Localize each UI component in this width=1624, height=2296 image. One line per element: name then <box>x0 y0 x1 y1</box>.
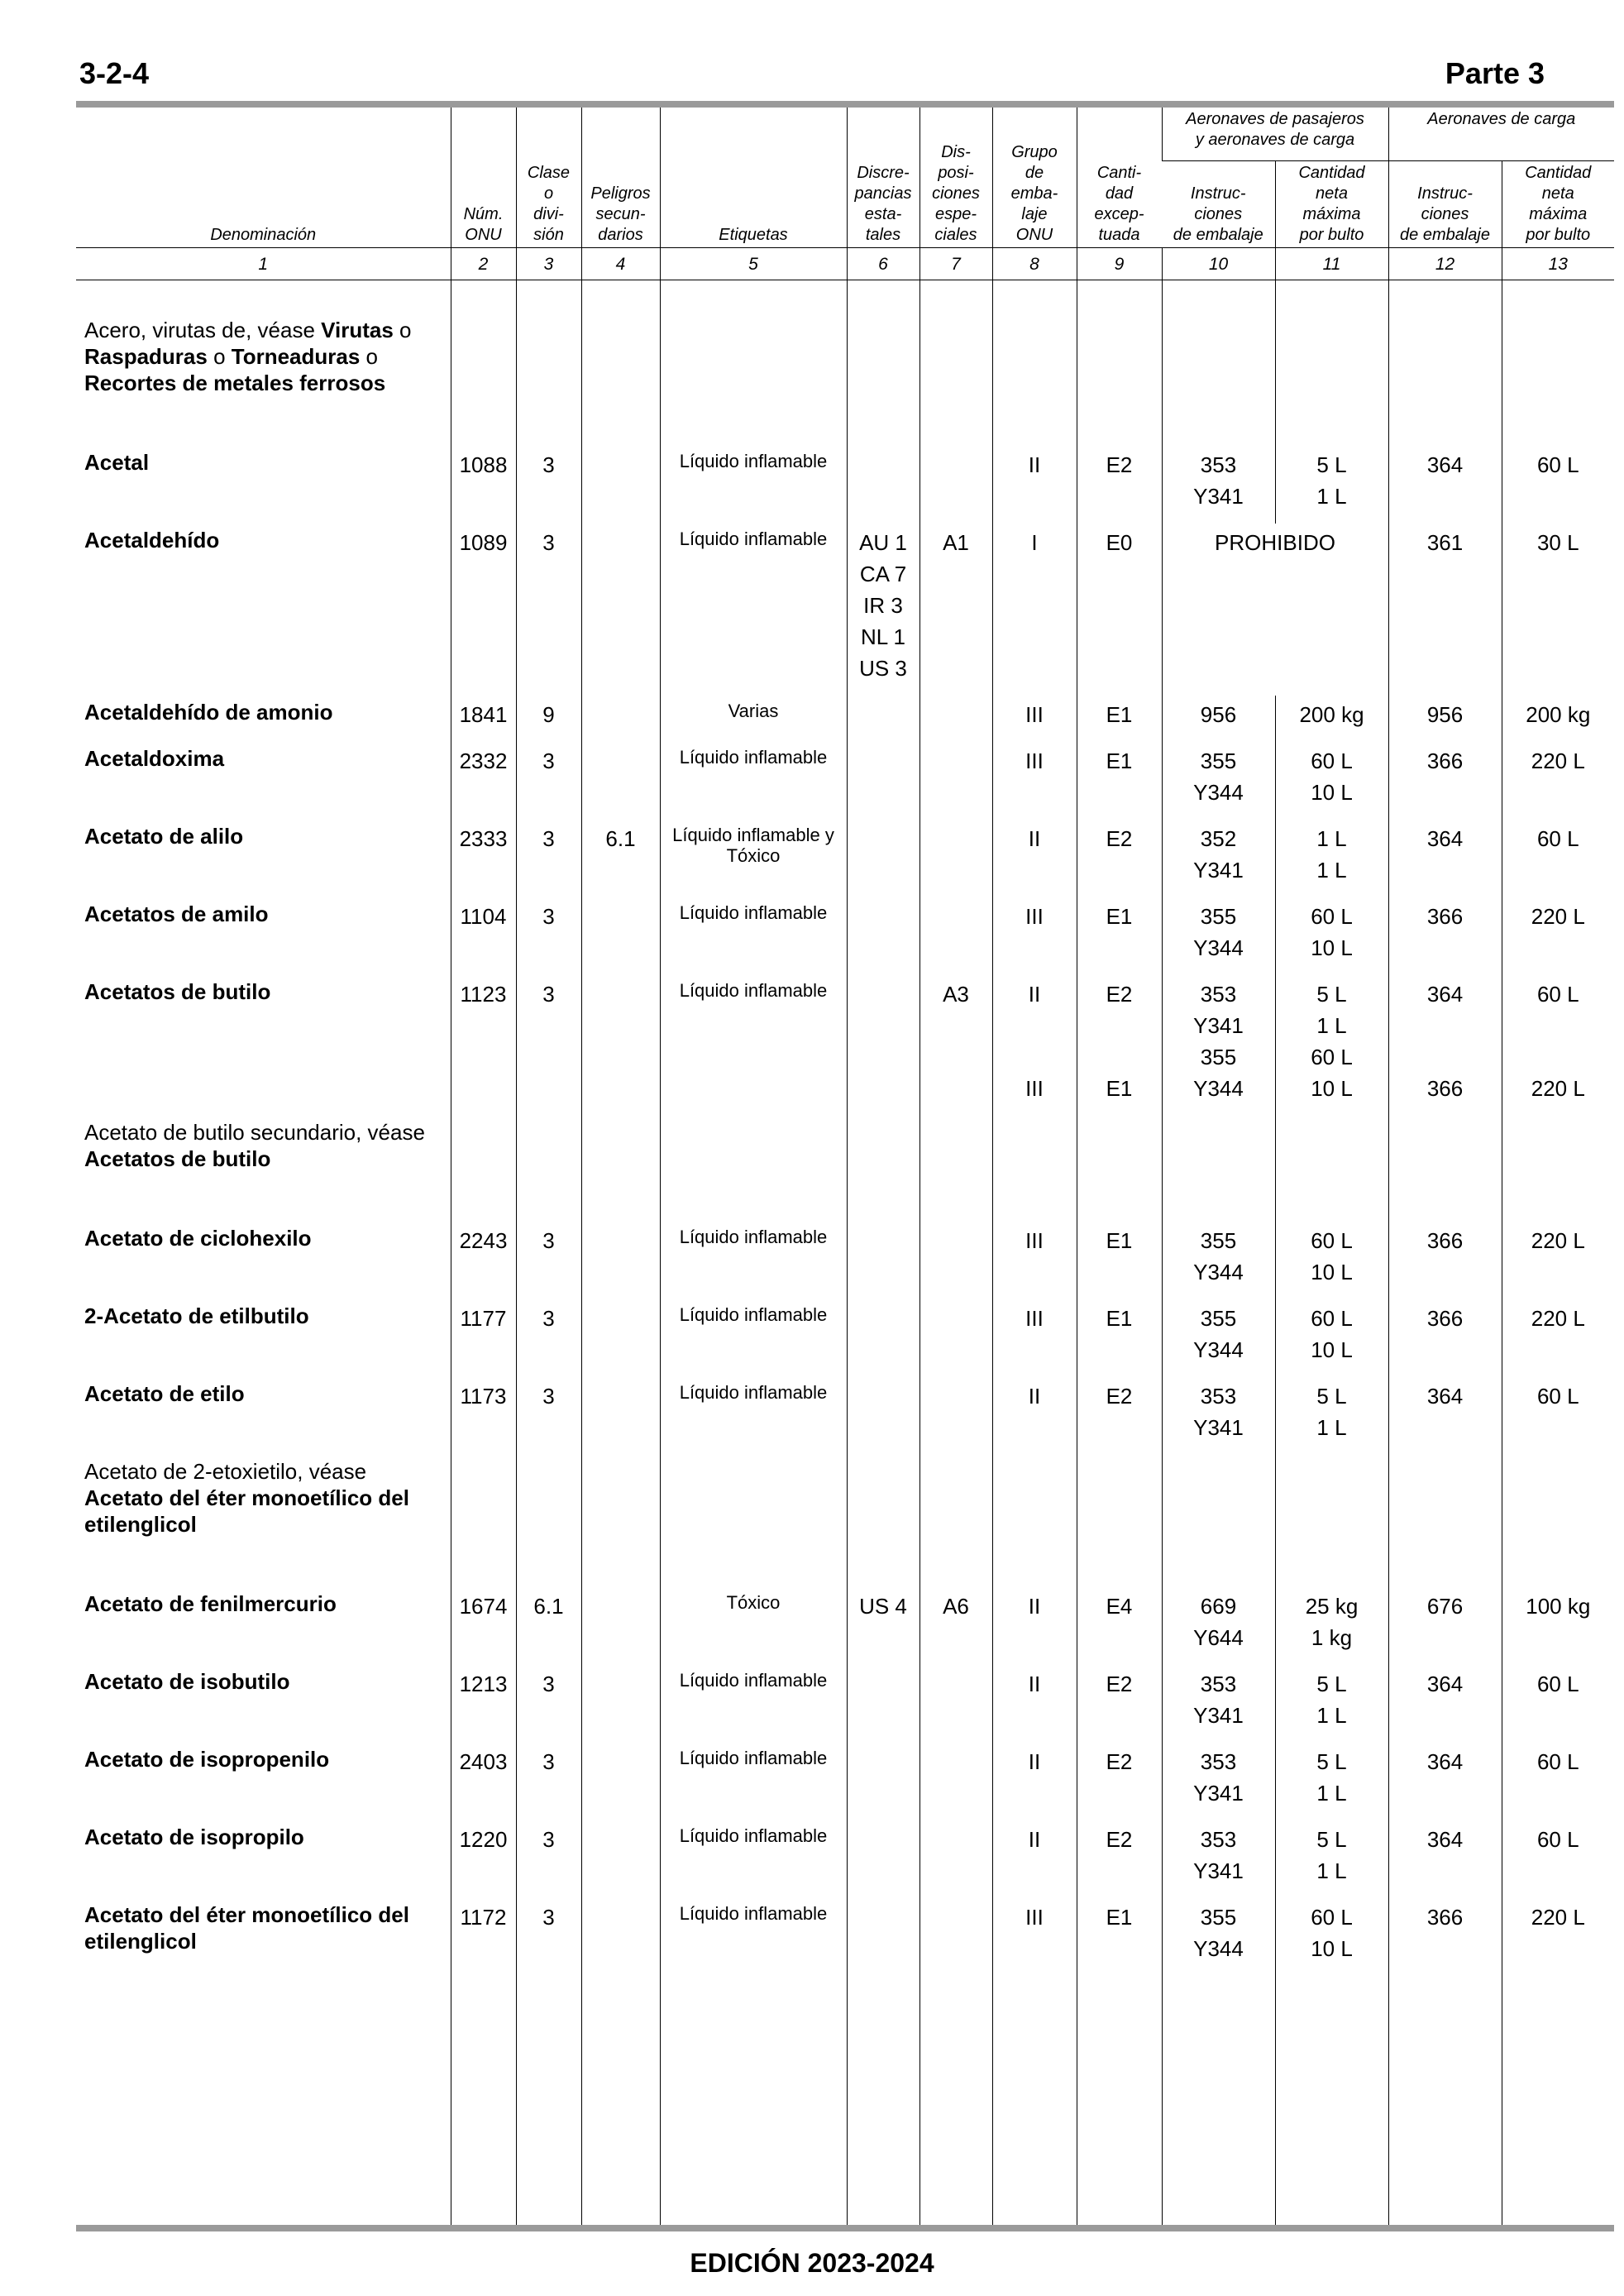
col-head-state-variations: Discre- pancias esta- tales <box>847 108 919 248</box>
cargo-max-quantity: 60 L 220 L <box>1502 975 1614 1116</box>
cargo-packing-instruction: 364 <box>1388 1377 1502 1455</box>
state-variations <box>847 696 919 742</box>
excepted-quantity: E4 <box>1077 1587 1162 1665</box>
passenger-packing-instruction: 353 Y341 <box>1162 1820 1275 1898</box>
table-row <box>76 820 1614 897</box>
special-provisions <box>919 820 992 897</box>
un-number: 1088 <box>451 446 516 524</box>
class-division: 3 <box>516 1820 581 1898</box>
entry-name: Acetato del éter monoetílico del etilenglicol <box>84 1902 409 1954</box>
excepted-quantity: E0 <box>1077 524 1162 696</box>
hazard-label: Líquido inflamable <box>660 1222 847 1299</box>
class-division <box>516 1116 581 1222</box>
entry-name: Acetato de isopropenilo <box>84 1747 330 1772</box>
passenger-max-quantity: 1 L 1 L <box>1275 820 1388 897</box>
state-variations <box>847 820 919 897</box>
un-number: 2332 <box>451 742 516 820</box>
special-provisions <box>919 1377 992 1455</box>
table-row <box>76 1222 1614 1299</box>
cargo-packing-instruction: 364 <box>1388 446 1502 524</box>
passenger-packing-instruction: 956 <box>1162 696 1275 742</box>
hazard-label: Varias <box>660 696 847 742</box>
packing-group: III <box>992 1898 1077 1976</box>
col-number: 11 <box>1275 248 1388 280</box>
class-division: 9 <box>516 696 581 742</box>
passenger-packing-instruction: 669 Y644 <box>1162 1587 1275 1665</box>
state-variations <box>847 897 919 975</box>
state-variations: AU 1 CA 7 IR 3 NL 1 US 3 <box>847 524 919 696</box>
col-number: 7 <box>919 248 992 280</box>
hazard-label: Líquido inflamable y Tóxico <box>660 820 847 897</box>
entry-name: Acetato de isobutilo <box>84 1669 290 1694</box>
col-number: 13 <box>1502 248 1614 280</box>
hazard-label <box>660 1116 847 1222</box>
hazard-label: Líquido inflamable <box>660 1377 847 1455</box>
excepted-quantity: E2 <box>1077 1665 1162 1743</box>
cargo-packing-instruction: 676 <box>1388 1587 1502 1665</box>
edition-footer: EDICIÓN 2023-2024 <box>690 2248 934 2278</box>
col-number: 3 <box>516 248 581 280</box>
state-variations <box>847 446 919 524</box>
un-number: 2333 <box>451 820 516 897</box>
col-head-class: Clase o divi- sión <box>516 108 581 248</box>
passenger-packing-instruction: 355 Y344 <box>1162 1299 1275 1377</box>
passenger-packing-instruction: 352 Y341 <box>1162 820 1275 897</box>
excepted-quantity: E2 <box>1077 446 1162 524</box>
cargo-max-quantity: 220 L <box>1502 897 1614 975</box>
col-head-pax-quantity: Cantidad neta máxima por bulto <box>1275 161 1388 248</box>
class-division: 3 <box>516 897 581 975</box>
table-row <box>76 1820 1614 1898</box>
subsidiary-hazard <box>581 897 660 975</box>
cargo-max-quantity: 60 L <box>1502 1820 1614 1898</box>
excepted-quantity: E1 <box>1077 696 1162 742</box>
un-number <box>451 313 516 446</box>
special-provisions <box>919 897 992 975</box>
cargo-max-quantity: 200 kg <box>1502 696 1614 742</box>
passenger-packing-instruction: 353 Y341 <box>1162 1743 1275 1820</box>
entry-name: Acetaldehído de amonio <box>84 700 333 725</box>
un-number: 1089 <box>451 524 516 696</box>
class-division: 3 <box>516 1222 581 1299</box>
passenger-max-quantity: 5 L 1 L <box>1275 1743 1388 1820</box>
cargo-packing-instruction: 364 366 <box>1388 975 1502 1116</box>
passenger-packing-instruction <box>1162 313 1275 446</box>
subsidiary-hazard <box>581 524 660 696</box>
cargo-packing-instruction: 366 <box>1388 1299 1502 1377</box>
special-provisions: A3 <box>919 975 992 1116</box>
entry-name: Acetato de 2-etoxietilo, véase Acetato del éter monoetílico del etilenglicol <box>84 1459 409 1537</box>
col-head-subsidiary: Peligros secun- darios <box>581 108 660 248</box>
special-provisions <box>919 742 992 820</box>
excepted-quantity: E1 <box>1077 1898 1162 1976</box>
col-head-excepted-quantity: Canti- dad excep- tuada <box>1077 108 1162 248</box>
cargo-packing-instruction: 364 <box>1388 1665 1502 1743</box>
packing-group: II <box>992 1377 1077 1455</box>
excepted-quantity: E1 <box>1077 1299 1162 1377</box>
cargo-max-quantity: 100 kg <box>1502 1587 1614 1665</box>
table-row <box>76 446 1614 524</box>
special-provisions: A6 <box>919 1587 992 1665</box>
cargo-max-quantity: 220 L <box>1502 1222 1614 1299</box>
passenger-packing-instruction: 355 Y344 <box>1162 897 1275 975</box>
state-variations <box>847 313 919 446</box>
packing-group: II III <box>992 975 1077 1116</box>
bottom-rule <box>76 2225 1614 2231</box>
table-row <box>76 1665 1614 1743</box>
hazard-label: Tóxico <box>660 1587 847 1665</box>
cargo-packing-instruction <box>1388 1116 1502 1222</box>
passenger-packing-instruction: 353 Y341 <box>1162 1377 1275 1455</box>
passenger-packing-instruction: 353 Y341 <box>1162 1665 1275 1743</box>
hazard-label: Líquido inflamable <box>660 1299 847 1377</box>
entry-name: Acetato de alilo <box>84 824 244 849</box>
state-variations <box>847 1820 919 1898</box>
special-provisions <box>919 1743 992 1820</box>
table-row <box>76 975 1614 1116</box>
packing-group <box>992 1455 1077 1587</box>
subsidiary-hazard <box>581 696 660 742</box>
column-number-row <box>76 248 1614 280</box>
subsidiary-hazard <box>581 1377 660 1455</box>
passenger-packing-instruction: 355 Y344 <box>1162 742 1275 820</box>
table-row <box>76 1587 1614 1665</box>
passenger-packing-instruction: 355 Y344 <box>1162 1898 1275 1976</box>
table-row <box>76 1455 1614 1587</box>
un-number: 2243 <box>451 1222 516 1299</box>
subsidiary-hazard <box>581 742 660 820</box>
state-variations <box>847 1455 919 1587</box>
subsidiary-hazard <box>581 1743 660 1820</box>
class-division: 3 <box>516 742 581 820</box>
excepted-quantity: E1 <box>1077 897 1162 975</box>
class-division <box>516 313 581 446</box>
state-variations <box>847 975 919 1116</box>
special-provisions <box>919 446 992 524</box>
packing-group: II <box>992 1820 1077 1898</box>
state-variations <box>847 1665 919 1743</box>
col-number: 4 <box>581 248 660 280</box>
entry-name: Acetaldoxima <box>84 746 225 771</box>
un-number: 1841 <box>451 696 516 742</box>
entry-name: Acetatos de amilo <box>84 902 269 926</box>
excepted-quantity: E1 <box>1077 1222 1162 1299</box>
excepted-quantity <box>1077 313 1162 446</box>
packing-group: III <box>992 742 1077 820</box>
state-variations <box>847 1116 919 1222</box>
cargo-max-quantity: 220 L <box>1502 1299 1614 1377</box>
entry-name: Acetal <box>84 450 150 475</box>
subsidiary-hazard <box>581 1665 660 1743</box>
passenger-max-quantity: 60 L 10 L <box>1275 1299 1388 1377</box>
excepted-quantity: E2 <box>1077 820 1162 897</box>
cargo-max-quantity: 60 L <box>1502 820 1614 897</box>
class-division: 3 <box>516 1743 581 1820</box>
passenger-max-quantity: 60 L 10 L <box>1275 1222 1388 1299</box>
passenger-max-quantity <box>1275 1116 1388 1222</box>
cargo-packing-instruction: 366 <box>1388 1222 1502 1299</box>
table-row <box>76 524 1614 696</box>
table-row <box>76 1898 1614 1976</box>
table-row <box>76 742 1614 820</box>
special-provisions: A1 <box>919 524 992 696</box>
hazard-label: Líquido inflamable <box>660 897 847 975</box>
state-variations <box>847 1299 919 1377</box>
col-number: 6 <box>847 248 919 280</box>
state-variations <box>847 1898 919 1976</box>
un-number: 1123 <box>451 975 516 1116</box>
col-number: 12 <box>1388 248 1502 280</box>
cargo-packing-instruction: 366 <box>1388 897 1502 975</box>
excepted-quantity: E2 <box>1077 1743 1162 1820</box>
special-provisions <box>919 313 992 446</box>
un-number: 1177 <box>451 1299 516 1377</box>
hazard-label: Líquido inflamable <box>660 1665 847 1743</box>
table-row <box>76 1299 1614 1377</box>
cargo-packing-instruction <box>1388 1455 1502 1587</box>
passenger-max-quantity: 60 L 10 L <box>1275 897 1388 975</box>
excepted-quantity: E1 <box>1077 742 1162 820</box>
cargo-packing-instruction: 956 <box>1388 696 1502 742</box>
state-variations <box>847 1222 919 1299</box>
un-number: 1220 <box>451 1820 516 1898</box>
packing-group <box>992 313 1077 446</box>
packing-group <box>992 1116 1077 1222</box>
top-rule <box>76 101 1614 108</box>
cargo-max-quantity <box>1502 1116 1614 1222</box>
cargo-max-quantity: 60 L <box>1502 446 1614 524</box>
subsidiary-hazard <box>581 1222 660 1299</box>
table-row <box>76 1743 1614 1820</box>
table-row <box>76 897 1614 975</box>
entry-name: Acetato de fenilmercurio <box>84 1591 337 1616</box>
entry-name: Acetato de isopropilo <box>84 1825 304 1849</box>
entry-name: 2-Acetato de etilbutilo <box>84 1303 309 1328</box>
un-number: 1213 <box>451 1665 516 1743</box>
packing-group: II <box>992 1665 1077 1743</box>
passenger-packing-instruction: 355 Y344 <box>1162 1222 1275 1299</box>
entry-name: Acero, virutas de, véase Virutas o Raspaduras o Torneaduras o Recortes de metales ferrosos <box>84 318 412 395</box>
class-division: 3 <box>516 1299 581 1377</box>
table-body <box>76 280 1614 2226</box>
passenger-packing-instruction: 353 Y341 355 Y344 <box>1162 975 1275 1116</box>
packing-group: III <box>992 1299 1077 1377</box>
subsidiary-hazard: 6.1 <box>581 820 660 897</box>
excepted-quantity: E2 E1 <box>1077 975 1162 1116</box>
subsidiary-hazard <box>581 1898 660 1976</box>
hazard-label <box>660 313 847 446</box>
hazard-label: Líquido inflamable <box>660 1743 847 1820</box>
state-variations <box>847 1743 919 1820</box>
un-number <box>451 1116 516 1222</box>
cargo-max-quantity <box>1502 1455 1614 1587</box>
passenger-max-quantity: 5 L 1 L <box>1275 446 1388 524</box>
packing-group: II <box>992 1587 1077 1665</box>
col-head-special-provisions: Dis- posi- ciones espe- ciales <box>919 108 992 248</box>
hazard-label: Líquido inflamable <box>660 975 847 1116</box>
col-head-cargo-instructions: Instruc- ciones de embalaje <box>1388 161 1502 248</box>
class-division: 3 <box>516 975 581 1116</box>
cargo-max-quantity: 220 L <box>1502 1898 1614 1976</box>
hazard-label <box>660 1455 847 1587</box>
packing-group: II <box>992 820 1077 897</box>
state-variations: US 4 <box>847 1587 919 1665</box>
class-division: 3 <box>516 1665 581 1743</box>
special-provisions <box>919 1116 992 1222</box>
hazard-label: Líquido inflamable <box>660 1898 847 1976</box>
entry-name: Acetato de etilo <box>84 1381 245 1406</box>
hazard-label: Líquido inflamable <box>660 1820 847 1898</box>
entry-name: Acetaldehído <box>84 528 220 552</box>
special-provisions <box>919 1820 992 1898</box>
table-row <box>76 696 1614 742</box>
passenger-max-quantity: 5 L 1 L <box>1275 1820 1388 1898</box>
cargo-max-quantity: 60 L <box>1502 1743 1614 1820</box>
class-division: 3 <box>516 524 581 696</box>
hazard-label: Líquido inflamable <box>660 742 847 820</box>
excepted-quantity <box>1077 1455 1162 1587</box>
col-head-pax-instructions: Instruc- ciones de embalaje <box>1173 184 1263 244</box>
passenger-max-quantity: 5 L 1 L <box>1275 1665 1388 1743</box>
col-number: 2 <box>451 248 516 280</box>
subsidiary-hazard <box>581 313 660 446</box>
un-number: 2403 <box>451 1743 516 1820</box>
hazard-label: Líquido inflamable <box>660 446 847 524</box>
cargo-max-quantity: 60 L <box>1502 1665 1614 1743</box>
entry-name: Acetato de ciclohexilo <box>84 1226 312 1251</box>
col-head-packing-group: Grupo de emba- laje ONU <box>992 108 1077 248</box>
table-row <box>76 1377 1614 1455</box>
excepted-quantity: E2 <box>1077 1377 1162 1455</box>
passenger-max-quantity: 25 kg 1 kg <box>1275 1587 1388 1665</box>
special-provisions <box>919 696 992 742</box>
cargo-packing-instruction: 364 <box>1388 1820 1502 1898</box>
excepted-quantity <box>1077 1116 1162 1222</box>
class-division: 3 <box>516 820 581 897</box>
un-number: 1104 <box>451 897 516 975</box>
special-provisions <box>919 1455 992 1587</box>
col-number: 1 <box>76 248 451 280</box>
passenger-max-quantity: 60 L 10 L <box>1275 1898 1388 1976</box>
section-number: 3-2-4 <box>79 56 150 90</box>
col-head-cargo-quantity: Cantidad neta máxima por bulto <box>1502 161 1614 248</box>
subsidiary-hazard <box>581 446 660 524</box>
state-variations <box>847 1377 919 1455</box>
passenger-max-quantity <box>1275 1455 1388 1587</box>
cargo-packing-instruction: 366 <box>1388 742 1502 820</box>
state-variations <box>847 742 919 820</box>
subsidiary-hazard <box>581 1116 660 1222</box>
passenger-max-quantity: 5 L 1 L <box>1275 1377 1388 1455</box>
un-number: 1172 <box>451 1898 516 1976</box>
part-title: Parte 3 <box>1445 56 1545 90</box>
col-group-cargo-aircraft: Aeronaves de carga <box>1388 108 1614 161</box>
subsidiary-hazard <box>581 1455 660 1587</box>
packing-group: II <box>992 1743 1077 1820</box>
col-head-un: Núm. ONU <box>451 108 516 248</box>
class-division: 3 <box>516 446 581 524</box>
passenger-max-quantity: 5 L 1 L 60 L 10 L <box>1275 975 1388 1116</box>
un-number: 1173 <box>451 1377 516 1455</box>
class-division: 6.1 <box>516 1587 581 1665</box>
passenger-max-quantity <box>1275 313 1388 446</box>
cargo-max-quantity <box>1502 313 1614 446</box>
col-head-labels: Etiquetas <box>660 108 847 248</box>
special-provisions <box>919 1898 992 1976</box>
col-number: 5 <box>660 248 847 280</box>
special-provisions <box>919 1222 992 1299</box>
passenger-max-quantity: 60 L 10 L <box>1275 742 1388 820</box>
un-number <box>451 1455 516 1587</box>
cargo-max-quantity: 220 L <box>1502 742 1614 820</box>
passenger-max-quantity: 200 kg <box>1275 696 1388 742</box>
col-group-passenger-aircraft: Aeronaves de pasajeros y aeronaves de carga <box>1162 108 1388 161</box>
cargo-packing-instruction: 361 <box>1388 524 1502 696</box>
cargo-packing-instruction <box>1388 313 1502 446</box>
packing-group: III <box>992 696 1077 742</box>
col-number: 8 <box>992 248 1077 280</box>
entry-name: Acetatos de butilo <box>84 979 271 1004</box>
passenger-forbidden: PROHIBIDO <box>1162 524 1388 696</box>
entry-name: Acetato de butilo secundario, véase Acetatos de butilo <box>84 1120 425 1171</box>
class-division: 3 <box>516 1898 581 1976</box>
table-row <box>76 1116 1614 1222</box>
excepted-quantity: E2 <box>1077 1820 1162 1898</box>
subsidiary-hazard <box>581 1299 660 1377</box>
cargo-packing-instruction: 364 <box>1388 1743 1502 1820</box>
passenger-packing-instruction: 353 Y341 <box>1162 446 1275 524</box>
subsidiary-hazard <box>581 1820 660 1898</box>
packing-group: III <box>992 1222 1077 1299</box>
col-number: 10 <box>1162 248 1275 280</box>
special-provisions <box>919 1299 992 1377</box>
un-number: 1674 <box>451 1587 516 1665</box>
col-head-name: Denominación <box>210 226 317 244</box>
col-number: 9 <box>1077 248 1162 280</box>
hazard-label: Líquido inflamable <box>660 524 847 696</box>
table-row <box>76 313 1614 446</box>
cargo-max-quantity: 60 L <box>1502 1377 1614 1455</box>
subsidiary-hazard <box>581 1587 660 1665</box>
passenger-packing-instruction <box>1162 1116 1275 1222</box>
dangerous-goods-table <box>76 108 1614 2225</box>
passenger-packing-instruction <box>1162 1455 1275 1587</box>
class-division: 3 <box>516 1377 581 1455</box>
packing-group: I <box>992 524 1077 696</box>
packing-group: II <box>992 446 1077 524</box>
cargo-max-quantity: 30 L <box>1502 524 1614 696</box>
cargo-packing-instruction: 366 <box>1388 1898 1502 1976</box>
cargo-packing-instruction: 364 <box>1388 820 1502 897</box>
packing-group: III <box>992 897 1077 975</box>
class-division <box>516 1455 581 1587</box>
special-provisions <box>919 1665 992 1743</box>
subsidiary-hazard <box>581 975 660 1116</box>
